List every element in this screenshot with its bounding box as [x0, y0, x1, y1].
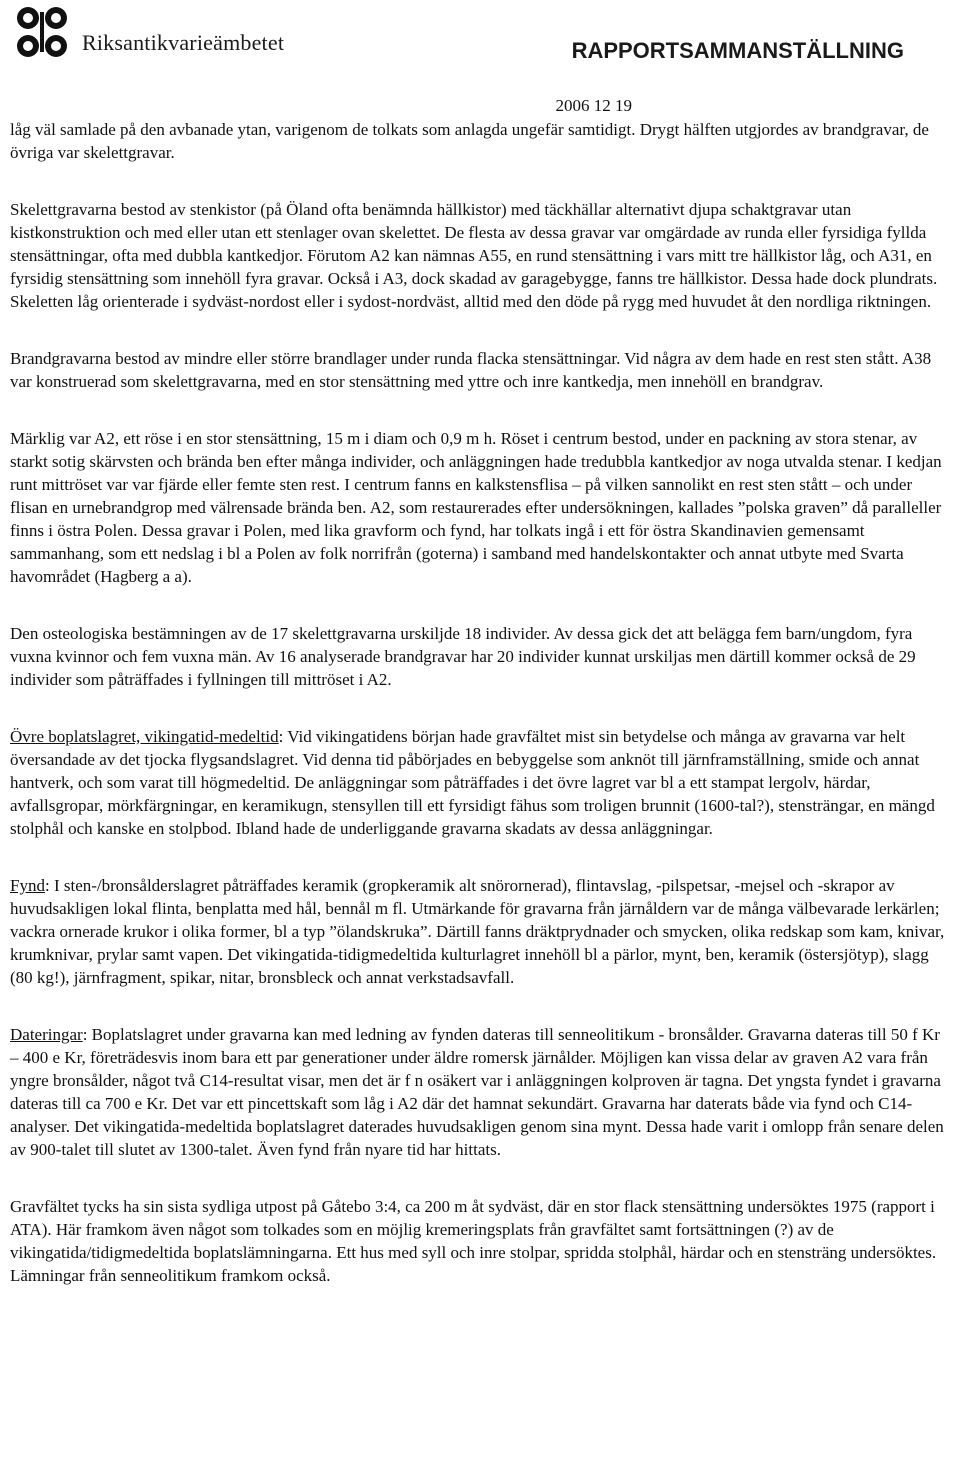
document-body [10, 118, 950, 1321]
section-heading-ovre-boplatslagret: Övre boplatslagret, vikingatid-medeltid [10, 727, 279, 746]
paragraph-fynd [10, 874, 950, 989]
paragraph-graves-intro: låg väl samlade på den avbanade ytan, varigenom de tolkats som anlagda ungefär samtidigt. Drygt hälften utgjordes av brandgravar, de övriga var skelettgravar. [10, 120, 929, 162]
riksantikvarieambetet-emblem-icon [12, 4, 74, 62]
report-title: RAPPORTSAMMANSTÄLLNING [571, 38, 904, 63]
page-header [0, 0, 960, 115]
paragraph-text: : I sten-/bronsålderslagret påträffades keramik (gropkeramik alt snörornerad), flintavslag, -pilspetsar, -mejsel och -skrapor av huvudsakligen lokal flinta, benplatta med hål, bennål m fl. Utmärkande för gravarna från järnåldern var de många välbevarade lerkärlen; vackra ornerade krukor i olika former, bl a typ ”ölandskruka”. Därtill fanns dräktprydnader och smycken, olika redskap som kam, knivar, krumknivar, prylar samt vapen. Det vikingatida-tidigmedeltida kulturlagret innehöll bl a pärlor, mynt, ben, keramik (östersjötyp), slagg (80 kg!), järnfragment, spikar, nitar, bronsbleck och annat verkstadsavfall. [10, 876, 945, 987]
paragraph-text: : Vid vikingatidens början hade gravfältet mist sin betydelse och många av gravarna var helt översandade av det tjocka flygsandslagret. Vid denna tid påbörjades en bebyggelse som anknöt till järnframställning, smide och annat hantverk, och som varat till högmedeltid. De anläggningar som påträffades i det övre lagret var bl a ett stampat lergolv, härdar, avfallsgropar, mörkfärgningar, en keramikugn, stensyllen till ett fyrsidigt fähus som troligen brunnit (1600-tal?), stensträngar, en mängd stolphål och kanske en stolpbod. Ibland hade de underliggande gravarna skadats av dessa anläggningar. [10, 727, 935, 838]
paragraph-skelettgravar: Skelettgravarna bestod av stenkistor (på Öland ofta benämnda hällkistor) med täckhällar alternativt djupa schaktgravar utan kistkonstruktion och med eller utan ett stenlager ovan skelettet. De flesta av dessa gravar var omgärdade av runda eller fyrsidiga fyllda stensättningar, ofta med dubbla kantkedjor. Förutom A2 kan nämnas A55, en rund stensättning i vars mitt tre hällkistor låg, och A31, en fyrsidig stensättning som innehöll fyra gravar. Också i A3, dock skadad av garagebygge, fanns tre hällkistor. Dessa hade dock plundrats. Skeletten låg orienterade i sydväst-nordost eller i sydost-nordväst, alltid med den döde på rygg med huvudet åt den nordliga riktningen. [10, 200, 938, 311]
paragraph-text: : Boplatslagret under gravarna kan med ledning av fynden dateras till senneolitikum - bronsålder. Gravarna dateras till 50 f Kr – 400 e Kr, företrädesvis inom bara ett par generationer under äldre romersk järnålder. Möjligen kan vissa delar av graven A2 vara från yngre bronsålder, något två C14-resultat visar, men det är f n osäkert var i anläggningen kolproven är tagna. Det yngsta fyndet i gravarna dateras till ca 700 e Kr. Det var ett pincettskaft som låg i A2 där det hamnat sekundärt. Gravarna har daterats både via fynd och C14-analyser. Det vikingatida-medeltida boplatslagret daterades huvudsakligen genom sina mynt. Dessa hade varit i omlopp från senare delen av 900-talet till slutet av 1300-talet. Även fynd från nyare tid har hittats. [10, 1025, 944, 1159]
paragraph-ovre-boplatslagret [10, 725, 950, 840]
section-heading-fynd: Fynd [10, 876, 45, 895]
paragraph-a2: Märklig var A2, ett röse i en stor stensättning, 15 m i diam och 0,9 m h. Röset i centrum bestod, under en packning av stora stenar, av starkt sotig skärvsten och brända ben efter många individer, och anläggningen hade tredubbla kantkedjor av noga utvalda stenar. I kedjan runt mittröset var var fjärde eller femte sten rest. I centrum fanns en kalkstensflisa – på vilken sannolikt en rest sten stått – och under flisan en urnebrandgrop med välrensade brända ben. A2, som restaurerades efter undersökningen, kallades ”polska graven” då paralleller finns i östra Polen. Dessa gravar i Polen, med lika gravform och fynd, har tolkats ingå i ett för östra Skandinavien gemensamt sammanhang, som ett nedslag i bl a Polen av folk norrifrån (goterna) i samband med handelskontakter och annat utbyte med Svarta havområdet (Hagberg a a). [10, 429, 942, 586]
paragraph-brandgravar: Brandgravarna bestod av mindre eller större brandlager under runda flacka stensättningar. Vid några av dem hade en rest sten stått. A38 var konstruerad som skelettgravarna, med en stor stensättning med yttre och inre kantkedja, men innehöll en brandgrav. [10, 349, 932, 391]
report-date: 2006 12 19 [555, 96, 632, 115]
section-heading-dateringar: Dateringar [10, 1025, 83, 1044]
paragraph-osteologi: Den osteologiska bestämningen av de 17 skelettgravarna urskiljde 18 individer. Av dessa gick det att belägga fem barn/ungdom, fyra vuxna kvinnor och fem vuxna män. Av 16 analyserade brandgravar har 20 individer kunnat urskiljas men därtill kommer också de 29 individer som påträffades i fyllningen till mittröset i A2. [10, 624, 916, 689]
paragraph-dateringar [10, 1023, 950, 1161]
brand-name: Riksantikvarieämbetet [82, 30, 285, 55]
paragraph-gatebo: Gravfältet tycks ha sin sista sydliga utpost på Gåtebo 3:4, ca 200 m åt sydväst, där en stor flack stensättning undersöktes 1975 (rapport i ATA). Här framkom även något som tolkades som en möjlig kremeringsplats från gravfältet samt fortsättningen (?) av de vikingatida/tidigmedeltida boplatslämningarna. Ett hus med syll och inre stolpar, spridda stolphål, härdar och en stensträng undersöktes. Lämningar från senneolitikum framkom också. [10, 1197, 937, 1285]
